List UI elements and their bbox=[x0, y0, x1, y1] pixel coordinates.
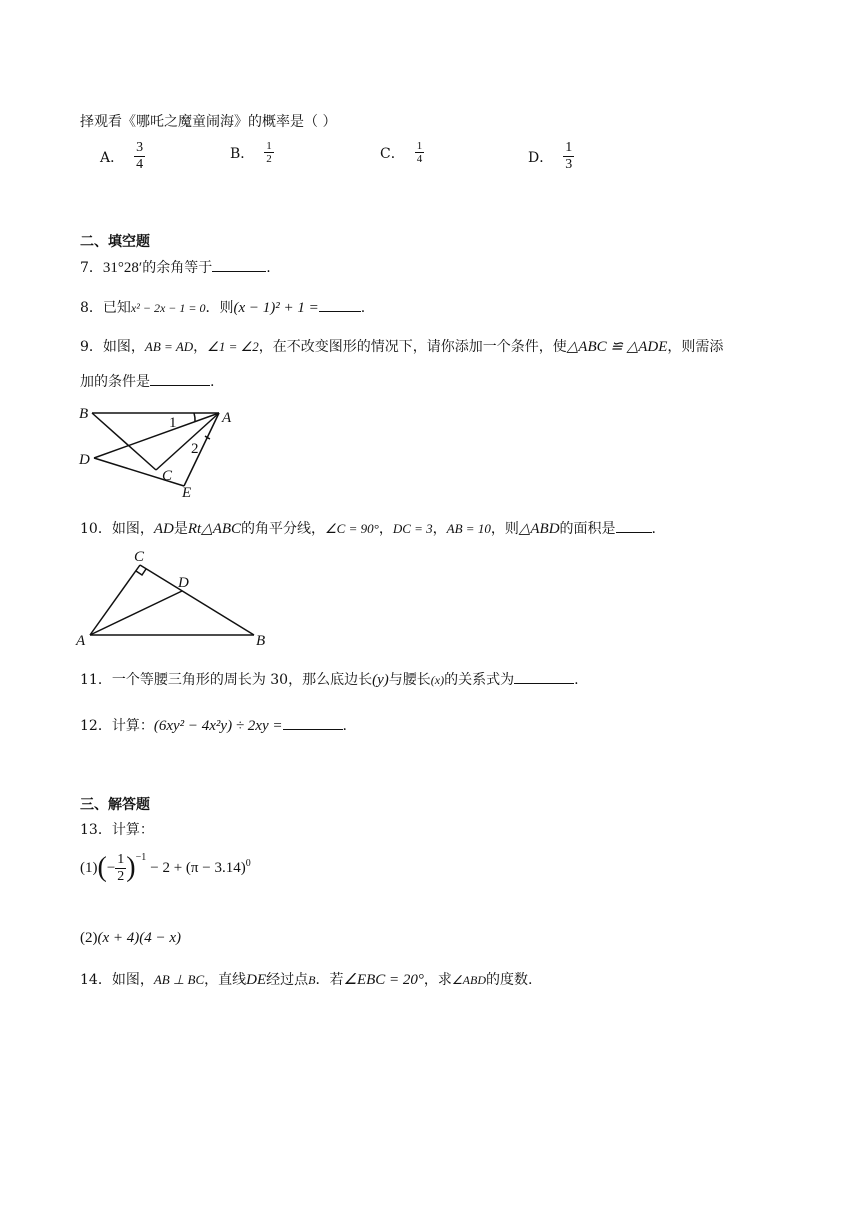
option-d[interactable] bbox=[528, 140, 574, 173]
option-a[interactable] bbox=[100, 140, 145, 173]
section-solve-heading: 三、解答题 bbox=[80, 797, 150, 813]
question-13: 13．计算： bbox=[80, 822, 154, 838]
option-b-label: B． bbox=[230, 145, 255, 162]
answer-blank[interactable] bbox=[514, 669, 574, 684]
option-c-fraction: $\frac{1}{4}$ bbox=[416, 140, 423, 165]
option-b[interactable] bbox=[230, 140, 274, 165]
option-b-fraction: $\frac{1}{2}$ bbox=[266, 140, 272, 165]
question-7: 7．31°28′的余角等于 . bbox=[80, 257, 271, 278]
question-9-line-2: 加的条件是 . bbox=[80, 371, 214, 392]
vertex-a: A bbox=[222, 410, 232, 426]
answer-blank[interactable] bbox=[150, 371, 210, 386]
vertex-d: D bbox=[178, 575, 189, 591]
option-c-label: C． bbox=[380, 145, 405, 162]
question-14: 14．如图，AB ⊥ BC，直线DE经过点B．若∠EBC = 20°，求∠ABD的度数. bbox=[80, 972, 533, 988]
question-8: 8．已知x² − 2x − 1 = 0．则(x − 1)² + 1 = . bbox=[80, 297, 365, 318]
question-13-part-1: (1) ( − $\frac{1}{2}$ ) $^{-1}$ − 2 + (π − 3.14) $^0$ bbox=[80, 851, 251, 884]
vertex-c: C bbox=[162, 468, 173, 484]
answer-blank[interactable] bbox=[212, 257, 266, 272]
vertex-b: B bbox=[256, 633, 266, 649]
figure-q10-right-triangle bbox=[72, 545, 272, 650]
fraction-one-half: $\frac{1}{2}$ bbox=[117, 851, 125, 884]
question-12: 12．计算：(6xy² − 4x²y) ÷ 2xy = . bbox=[80, 715, 347, 736]
q6-text: 择观看《哪吒之魔童闹海》的概率是（ ） bbox=[80, 114, 337, 130]
vertex-d: D bbox=[79, 452, 90, 468]
question-11: 11．一个等腰三角形的周长为 30，那么底边长(y)与腰长(x)的关系式为 . bbox=[80, 669, 579, 690]
vertex-a: A bbox=[76, 633, 86, 649]
option-d-label: D． bbox=[528, 149, 554, 166]
question-9: 9．如图，AB = AD，∠1 = ∠2，在不改变图形的情况下，请你添加一个条件，使△ABC ≌ △ADE，则需添 bbox=[80, 339, 724, 355]
question-13-part-2: (2)(x + 4)(4 − x) bbox=[80, 930, 182, 946]
vertex-c: C bbox=[134, 549, 145, 565]
figure-q9-triangles bbox=[74, 400, 254, 502]
option-c[interactable] bbox=[380, 140, 424, 165]
answer-blank[interactable] bbox=[319, 297, 361, 312]
vertex-e: E bbox=[182, 485, 192, 501]
option-d-fraction: $\frac{1}{3}$ bbox=[565, 140, 573, 172]
section-fill-in-heading: 二、填空题 bbox=[80, 234, 150, 250]
question-10: 10．如图，AD是Rt△ABC的角平分线，∠C = 90°，DC = 3，AB = 10，则△ABD的面积是 . bbox=[80, 518, 656, 539]
angle-2-label: 2 bbox=[191, 441, 199, 457]
answer-blank[interactable] bbox=[283, 715, 343, 730]
option-a-fraction: $\frac{3}{4}$ bbox=[136, 140, 144, 172]
angle-1-label: 1 bbox=[169, 415, 177, 431]
vertex-b: B bbox=[79, 406, 89, 422]
option-a-label: A． bbox=[100, 149, 125, 166]
answer-blank[interactable] bbox=[616, 518, 652, 533]
